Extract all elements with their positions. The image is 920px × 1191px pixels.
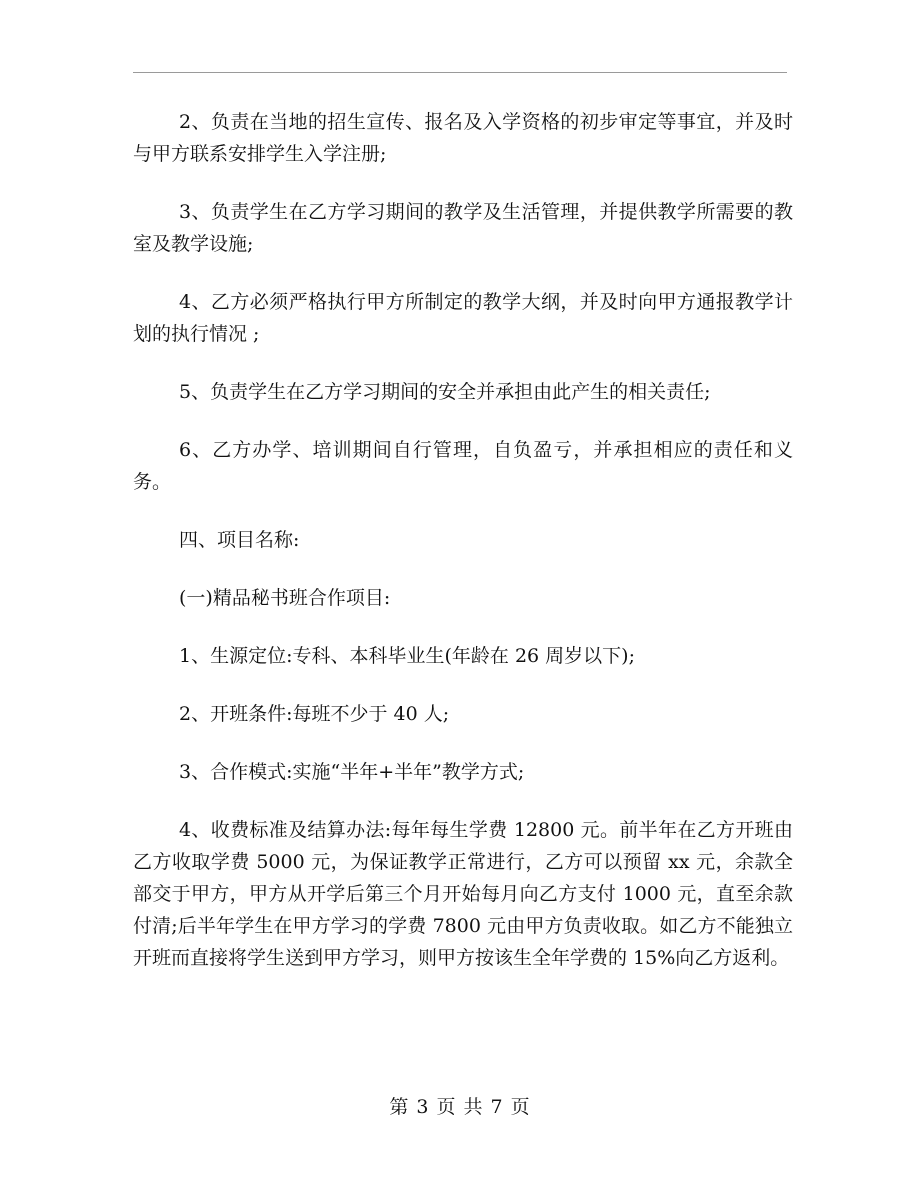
project-item-4: 4、收费标准及结算办法:每年每生学费 12800 元。前半年在乙方开班由乙方收取学费 5000 元，为保证教学正常进行，乙方可以预留 xx 元，余款全部交于甲方，甲方从开学后第三个月开始每月向乙方支付 1000 元，直至余款付清;后半年学生在甲方学习的学费 7800 元由甲方负责收取。如乙方不能独立开班而直接将学生送到甲方学习，则甲方按该生全年学费的 15%向乙方返利。 (133, 819, 793, 969)
paragraph-item-6: 6、乙方办学、培训期间自行管理，自负盈亏，并承担相应的责任和义务。 (133, 439, 793, 493)
paragraph-item-2: 2、负责在当地的招生宣传、报名及入学资格的初步审定等事宜，并及时与甲方联系安排学生入学注册; (133, 111, 793, 165)
paragraph-item-5: 5、负责学生在乙方学习期间的安全并承担由此产生的相关责任; (179, 381, 711, 403)
project-item-1: 1、生源定位:专科、本科毕业生(年龄在 26 周岁以下); (179, 645, 635, 667)
project-item-2: 2、开班条件:每班不少于 40 人; (179, 703, 450, 725)
paragraph-item-3: 3、负责学生在乙方学习期间的教学及生活管理，并提供教学所需要的教室及教学设施; (133, 201, 793, 255)
header-rule (133, 72, 787, 73)
subsection-heading-secretary-class: (一)精品秘书班合作项目: (179, 587, 391, 609)
document-body (133, 106, 793, 1000)
project-item-3: 3、合作模式:实施“半年+半年”教学方式; (179, 761, 525, 783)
paragraph-item-4: 4、乙方必须严格执行甲方所制定的教学大纲，并及时向甲方通报教学计划的执行情况 ; (133, 291, 793, 345)
page-number-footer: 第 3 页 共 7 页 (389, 1096, 531, 1118)
section-heading-project-name: 四、项目名称: (179, 529, 300, 551)
